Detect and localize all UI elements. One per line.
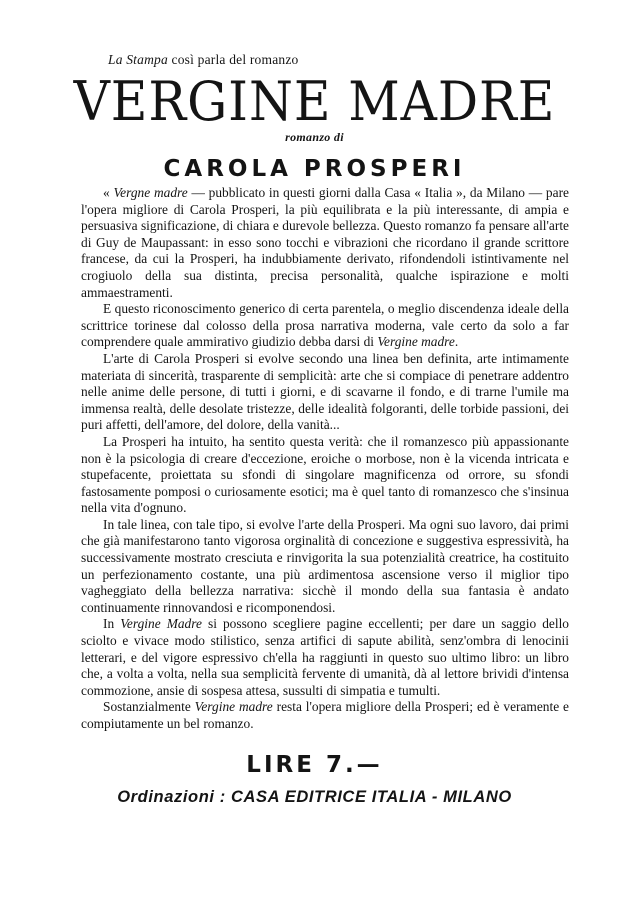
price-label: LIRE 7.—	[246, 752, 383, 778]
orders-line: Ordinazioni : CASA EDITRICE ITALIA - MILANO	[117, 788, 512, 806]
review-paragraph: « Vergne madre — pubblicato in questi giorni dalla Casa « Italia », da Milano — pare l'opera migliore di Carola Prosperi, la più equilibrata e la più interessante, di ampia e persuasiva significazione, di chiara e durevole bellezza. Questo romanzo fa pensare all'arte di Guy de Maupassant: in esso sono tocchi e vibrazioni che ricordano il grande scrittore francese, da cui la Prosperi, ha indubbiamente derivato, rifondendoli istintivamente nel crogiuolo della sua distinta, precisa personalità, qualche ispirazione e molti ammaestramenti.	[81, 185, 569, 300]
book-title-mention: Vergine madre	[377, 334, 455, 350]
review-paragraph: In tale linea, con tale tipo, si evolve l'arte della Prosperi. Ma ogni suo lavoro, dai primi che già manifestarono tanto vigorosa orginalità di concezione e suggestiva espressività, ha successivamente mostrato cresciuta e rinvigorita la sua potenzialità creatrice, ha costituito un perfezionamento costante, una più ardimentosa ascensione verso il miglior tipo vagheggiato della bellezza narrativa: sicchè il mondo della sua fantasia è andato continuamente rinnovandosi e ricomponendosi.	[81, 516, 569, 615]
newspaper-name: La Stampa	[108, 52, 168, 67]
review-paragraph: In Vergine Madre si possono scegliere pagine eccellenti; per dare un saggio dello sciolto e vivace modo stilistico, senza artifici di sapute abilità, senz'ombra di lenocinii letterari, e del vigore espressivo ch'ella ha raggiunti in questo suo ultimo libro: un libro che, a volta a volta, nella sua semplicità fervente di umanità, dà al lettore brividi d'intensa commozione, ansie di sospesa attesa, sussulti di simpatia e tumulti.	[81, 616, 569, 698]
book-title: VERGINE MADRE	[73, 70, 556, 133]
review-paragraph: L'arte di Carola Prosperi si evolve secondo una linea ben definita, arte intimamente materiata di sincerità, trasparente di semplicità: arte che si compiace di penetrare addentro nelle anime delle persone, di tutti i giorni, e di scavarne il fondo, e di trarne l'umile ma immensa realtà, delle desolate tristezze, delle idealità folgoranti, delle torbide passioni, dei puri affetti, dell'amore, del dolore, della vanità...	[81, 350, 569, 433]
intro-text: così parla del romanzo	[167, 52, 299, 67]
review-text	[81, 185, 569, 733]
review-paragraph: La Prosperi ha intuito, ha sentito questa verità: che il romanzesco più appassionante non è la psicologia di creare d'eccezione, eroiche o morbose, non è la vicenda intricata e stupefacente, proiettata su sfondi di singolare magnificenza od orrore, su sfondi fastosamente pomposi o curiosamente esotici; ma è quel tanto di romanzesco che s'insinua nella vita d'ognuno.	[81, 433, 569, 516]
book-title-mention: Vergine Madre	[120, 616, 202, 632]
genre-label: romanzo di	[285, 130, 344, 144]
book-title-mention: Vergine madre	[194, 699, 273, 715]
intro-line	[108, 52, 299, 68]
review-paragraph: E questo riconoscimento generico di certa parentela, o meglio discendenza ideale della scrittrice torinese dal colosso della prosa narrativa moderna, vale certo da solo a far comprendere quale ammirativo giudizio debba darsi di Vergine madre.	[81, 301, 569, 350]
author-name: CAROLA PROSPERI	[163, 156, 466, 182]
review-paragraph: Sostanzialmente Vergine madre resta l'opera migliore della Prosperi; ed è veramente e compiutamente un bel romanzo.	[81, 699, 569, 731]
book-title-mention: Vergne madre	[113, 185, 188, 200]
